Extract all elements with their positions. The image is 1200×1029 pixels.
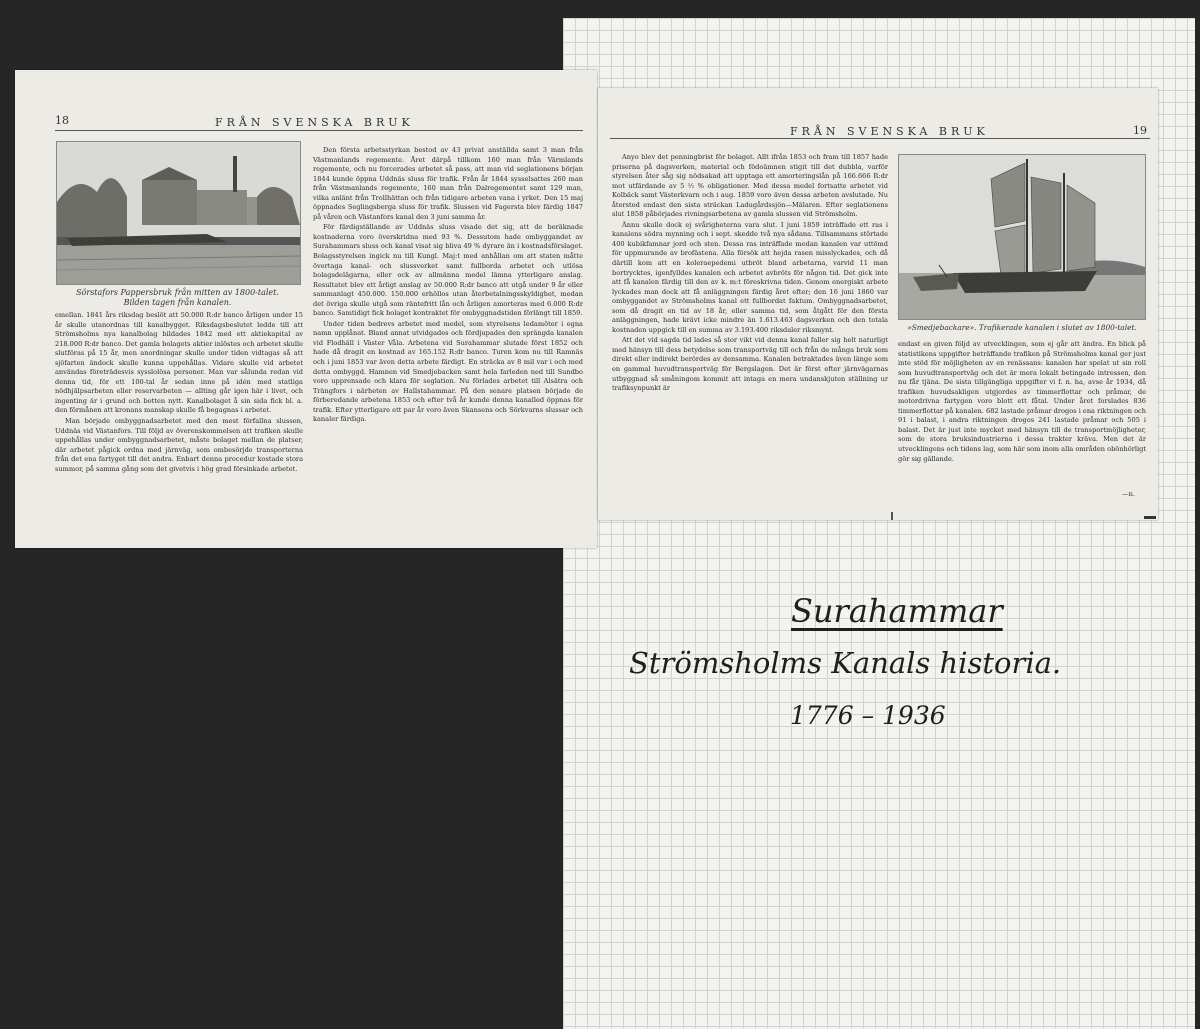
handwritten-subtitle: Strömsholms Kanals historia. bbox=[629, 646, 1062, 680]
paragraph: Den första arbetsstyrkan bestod av 43 privat anställda samt 3 man från Västmanlands regemente. Året därpå tillkom 160 man från Värmlands regemente, och nu forcerades arbetet så pass, att man vid seglationens början 1844 kunde öppna Uddnäs sluss för trafik. Från år 1844 sysselsattes 260 man från Västmanlands regemente, 160 man från Dalregementet samt 129 man, vilka anlänt från Trollhättan och från tidigare arbeten vana i yrket. Den 15 maj öppnades Seglingsberga sluss för trafik. Slussen vid Fagersta blev färdig 1847 på våren och Västanfors kanal den 3 juni samma år. bbox=[313, 146, 583, 221]
sailing-ship-engraving-icon bbox=[899, 155, 1145, 319]
paragraph: emellan. 1841 års riksdag beslöt att 50.000 R:dr banco årligen under 15 år skulle utanordnas till kanalbygget. Riksdagsbeslutet ledde till att Strömsholms nya kanalbolag bildades 1842 med ett aktiekapital av 218.000 R:dr banco. Det gamla bolagets aktier inlöstes och arbetet skulle slutföras på 15 år, men anordningar skulle under tiden vidtagas så att sjöfarten ändock skulle kunna uppehållas. Vidare skulle vid arbetet användas företrädesvis sysslolösa personer. Man var sålunda redan vid denna tid, för ett 100-tal år sedan inne på idén med statliga nödhjälpsarbeten eller reservarbeten — allting går igen här i livet, och ingenting är i grund och botten nytt. Kanalbolaget å sin sida fick bl. a. den förmånen att kronans manskap skulle få begagnas i arbetet. bbox=[55, 311, 303, 415]
bottom-mark bbox=[1144, 516, 1156, 519]
clipping-page-18 bbox=[15, 70, 597, 548]
text-column-2 bbox=[313, 146, 583, 544]
handwritten-years: 1776 – 1936 bbox=[790, 701, 946, 730]
page-number: 19 bbox=[1133, 124, 1147, 137]
photo-caption-line-1: Sörstafors Pappersbruk från mitten av 1800-talet. bbox=[76, 288, 279, 297]
photo-caption: »Smedjebackare». Trafikerade kanalen i slutet av 1800-talet. bbox=[907, 323, 1137, 332]
handwritten-title: Surahammar bbox=[791, 592, 1003, 630]
running-head: FRÅN SVENSKA BRUK bbox=[790, 125, 989, 138]
factory-landscape-engraving-icon bbox=[57, 142, 300, 284]
page-number: 18 bbox=[55, 114, 69, 127]
signature: —n. bbox=[1122, 490, 1135, 498]
clipping-page-19 bbox=[598, 88, 1158, 520]
text-column-1 bbox=[55, 311, 303, 543]
text-column-2 bbox=[898, 340, 1146, 500]
text-column-1 bbox=[612, 153, 888, 505]
sailing-ship-photo bbox=[898, 154, 1146, 320]
running-head: FRÅN SVENSKA BRUK bbox=[215, 116, 414, 129]
paragraph: Under tiden bedrevs arbetet med medel, som styrelsens ledamöter i egna namn upplånat. Bland annat utvidgades och fördjupades den sprängda kanalen vid Flodhäll i Väster Våla. Arbetena vid Surahammar slutade först 1852 och hade då dragit en kostnad av 165.152 R:dr banco. Turen kom nu till Ramnäs och i juni 1853 var även detta arbete färdigt. En sträcka av 8 mil var i och med detta ombyggd. Hamnen vid Smedjebacken samt hela farleden ned till Sundbo voro upprensade och klara för seglation. Nu förlades arbetet till Alsätra och Trängfors i närheten av Hallstahammar. På den senare platsen började de förberedande arbetena 1853 och efter två år kunde denna kanalled öppnas för trafik. Efter ytterligare ett par år voro även Skansens och Sörkvarns slussar och kanaler färdiga. bbox=[313, 319, 583, 424]
paragraph: För färdigställande av Uddnäs sluss visade det sig, att de beräknade kostnaderna voro överskridna med 93 %. Dessutom hade ombyggandet av Surahammars sluss och kanal visat sig bliva 49 % dyrare än i kostnadsförslaget. Bolagsstyrelsen ingick nu till Kungl. Maj:t med anhållan om att staten måtte övertaga kanal- och slussverket samt fullborda arbetet och utlösa bolagsdelägarna, eller ock av allmänna medel lämna ytterligare anslag. Resultatet blev ett årligt anslag av 50.000 R:dr banco att utgå under 9 år eller sammanlagt 450.000. 150.000 erhöllos utan återbetalningsskyldighet, medan det övriga skulle utgå som räntefritt lån och årligen amorteras med 6.000 R:dr banco. Samtidigt fick bolaget kontraktet för ombyggnadstiden förlängt till 1859. bbox=[313, 223, 583, 318]
factory-landscape-photo bbox=[56, 141, 301, 285]
paragraph: Att det vid sagda tid lades så stor vikt vid denna kanal faller sig helt naturligt med hänsyn till dess betydelse som transportväg till och från de många bruk som direkt eller indirekt berördes av densamma. Kanalen betraktades även länge som en gammal huvudtransportväg för Bergslagen. Det är först efter järnvägarnas utbyggnad så småningom kommit att intaga en mera undanskjuten ställning ur trafiksynpunkt är bbox=[612, 336, 888, 393]
paragraph: Man började ombyggnadsarbetet med den mest förfallna slussen, Uddnäs vid Västanfors. Till följd av överenskommelsen att trafiken skulle uppehållas under ombyggnadsarbetet, måste bolaget mellan de platser, där arbetet pågick ordna med järnväg, som ombesörjde transporterna från det ena fartyget till det andra. Enbart denna procedur kostade stora summor, på samma gång som det givetvis i hög grad försinkade arbetet. bbox=[55, 417, 303, 473]
paragraph: Ännu skulle dock ej svårigheterna vara slut. I juni 1859 inträffade ett ras i kanalens södra mynning och i sept. skedde två nya sådana. Tillsammans störtade 400 kubikfamnar jord och sten. Dessa ras inträffade medan kanalen var uttömd för uppmurande av brofästena. Alla försök att hejda rasen misslyckades, och då därtill kom att en koleraepedemi utbröt bland arbetarna, varvid 11 man bortrycktes, igenfylldes kanalen och arbetet avbröts för någon tid. Det gick inte att få kanalen färdig till den av k. m:t föreskrivna tiden. Genom energiskt arbete lyckades man dock att få anläggningen färdig året efter; den 16 juni 1860 var ombyggandet av Strömsholms kanal ett fullbordat faktum. Ombyggnadsarbetet, som då dragit en tid av 18 år, eller samma tid, som åtgått för den första anläggningen, hade krävt icke mindre än 1.613.463 dagsverken och den totala kostnaden uppgick till en summa av 3.193.400 riksdaler riksmynt. bbox=[612, 220, 888, 334]
paragraph: endast en given följd av utvecklingen, som ej går att ändra. En blick på statistikens uppgifter beträffande trafiken på Strömsholms kanal ger just inte stöd för möjligheten av en renässans: kanalen har spelat ut sin roll som huvudtransportväg och det är mera lokalt betingade intressen, den nu får tjäna. De sista tillgängliga uppgifter vi f. n. ha, avse år 1934, då trafiken huvudsakligen utgjordes av timmerflottar och pråmar, de motordrivna fartygen voro blott ett fåtal. Under året forslades 836 timmerflottar på kanalen. 682 lastade pråmar drogos i ena riktningen och 91 i balast, i andra riktningen drogos 241 lastade pråmar och 505 i balast. Det är just inte mycket med hänsyn till de transportmöjligheter, som de stora bruksindustrierna i dessa trakter kräva. Men det är utvecklingens och tidens lag, som här som inom alla områden obönhörligt gör sig gällande. bbox=[898, 340, 1146, 463]
header-rule bbox=[55, 130, 583, 131]
column-divider bbox=[891, 512, 893, 520]
header-rule bbox=[610, 138, 1150, 139]
paragraph: Anyo blev det penningbrist för bolaget. Allt ifrån 1853 och fram till 1857 hade priserna på dagsverken, material och födoämnen stigit till det dubbla, varför styrelsen åter såg sig nödsakad att upptaga ett amorteringslån på 166.666 R:dr mot utfärdande av 5 ½ % obligationer. Med dessa medel fortsatte arbetet vid Kolbäck samt Västerkvarn och i aug. 1859 voro även dessa arbeten avslutade. Nu återstod endast den sista sträckan Ladugårdssjön—Mälaren. Efter seglationens slut 1858 påbörjades rivningsarbetena av gamla slussen vid Strömsholm. bbox=[612, 153, 888, 219]
photo-caption-line-2: Bilden tagen från kanalen. bbox=[123, 298, 232, 307]
